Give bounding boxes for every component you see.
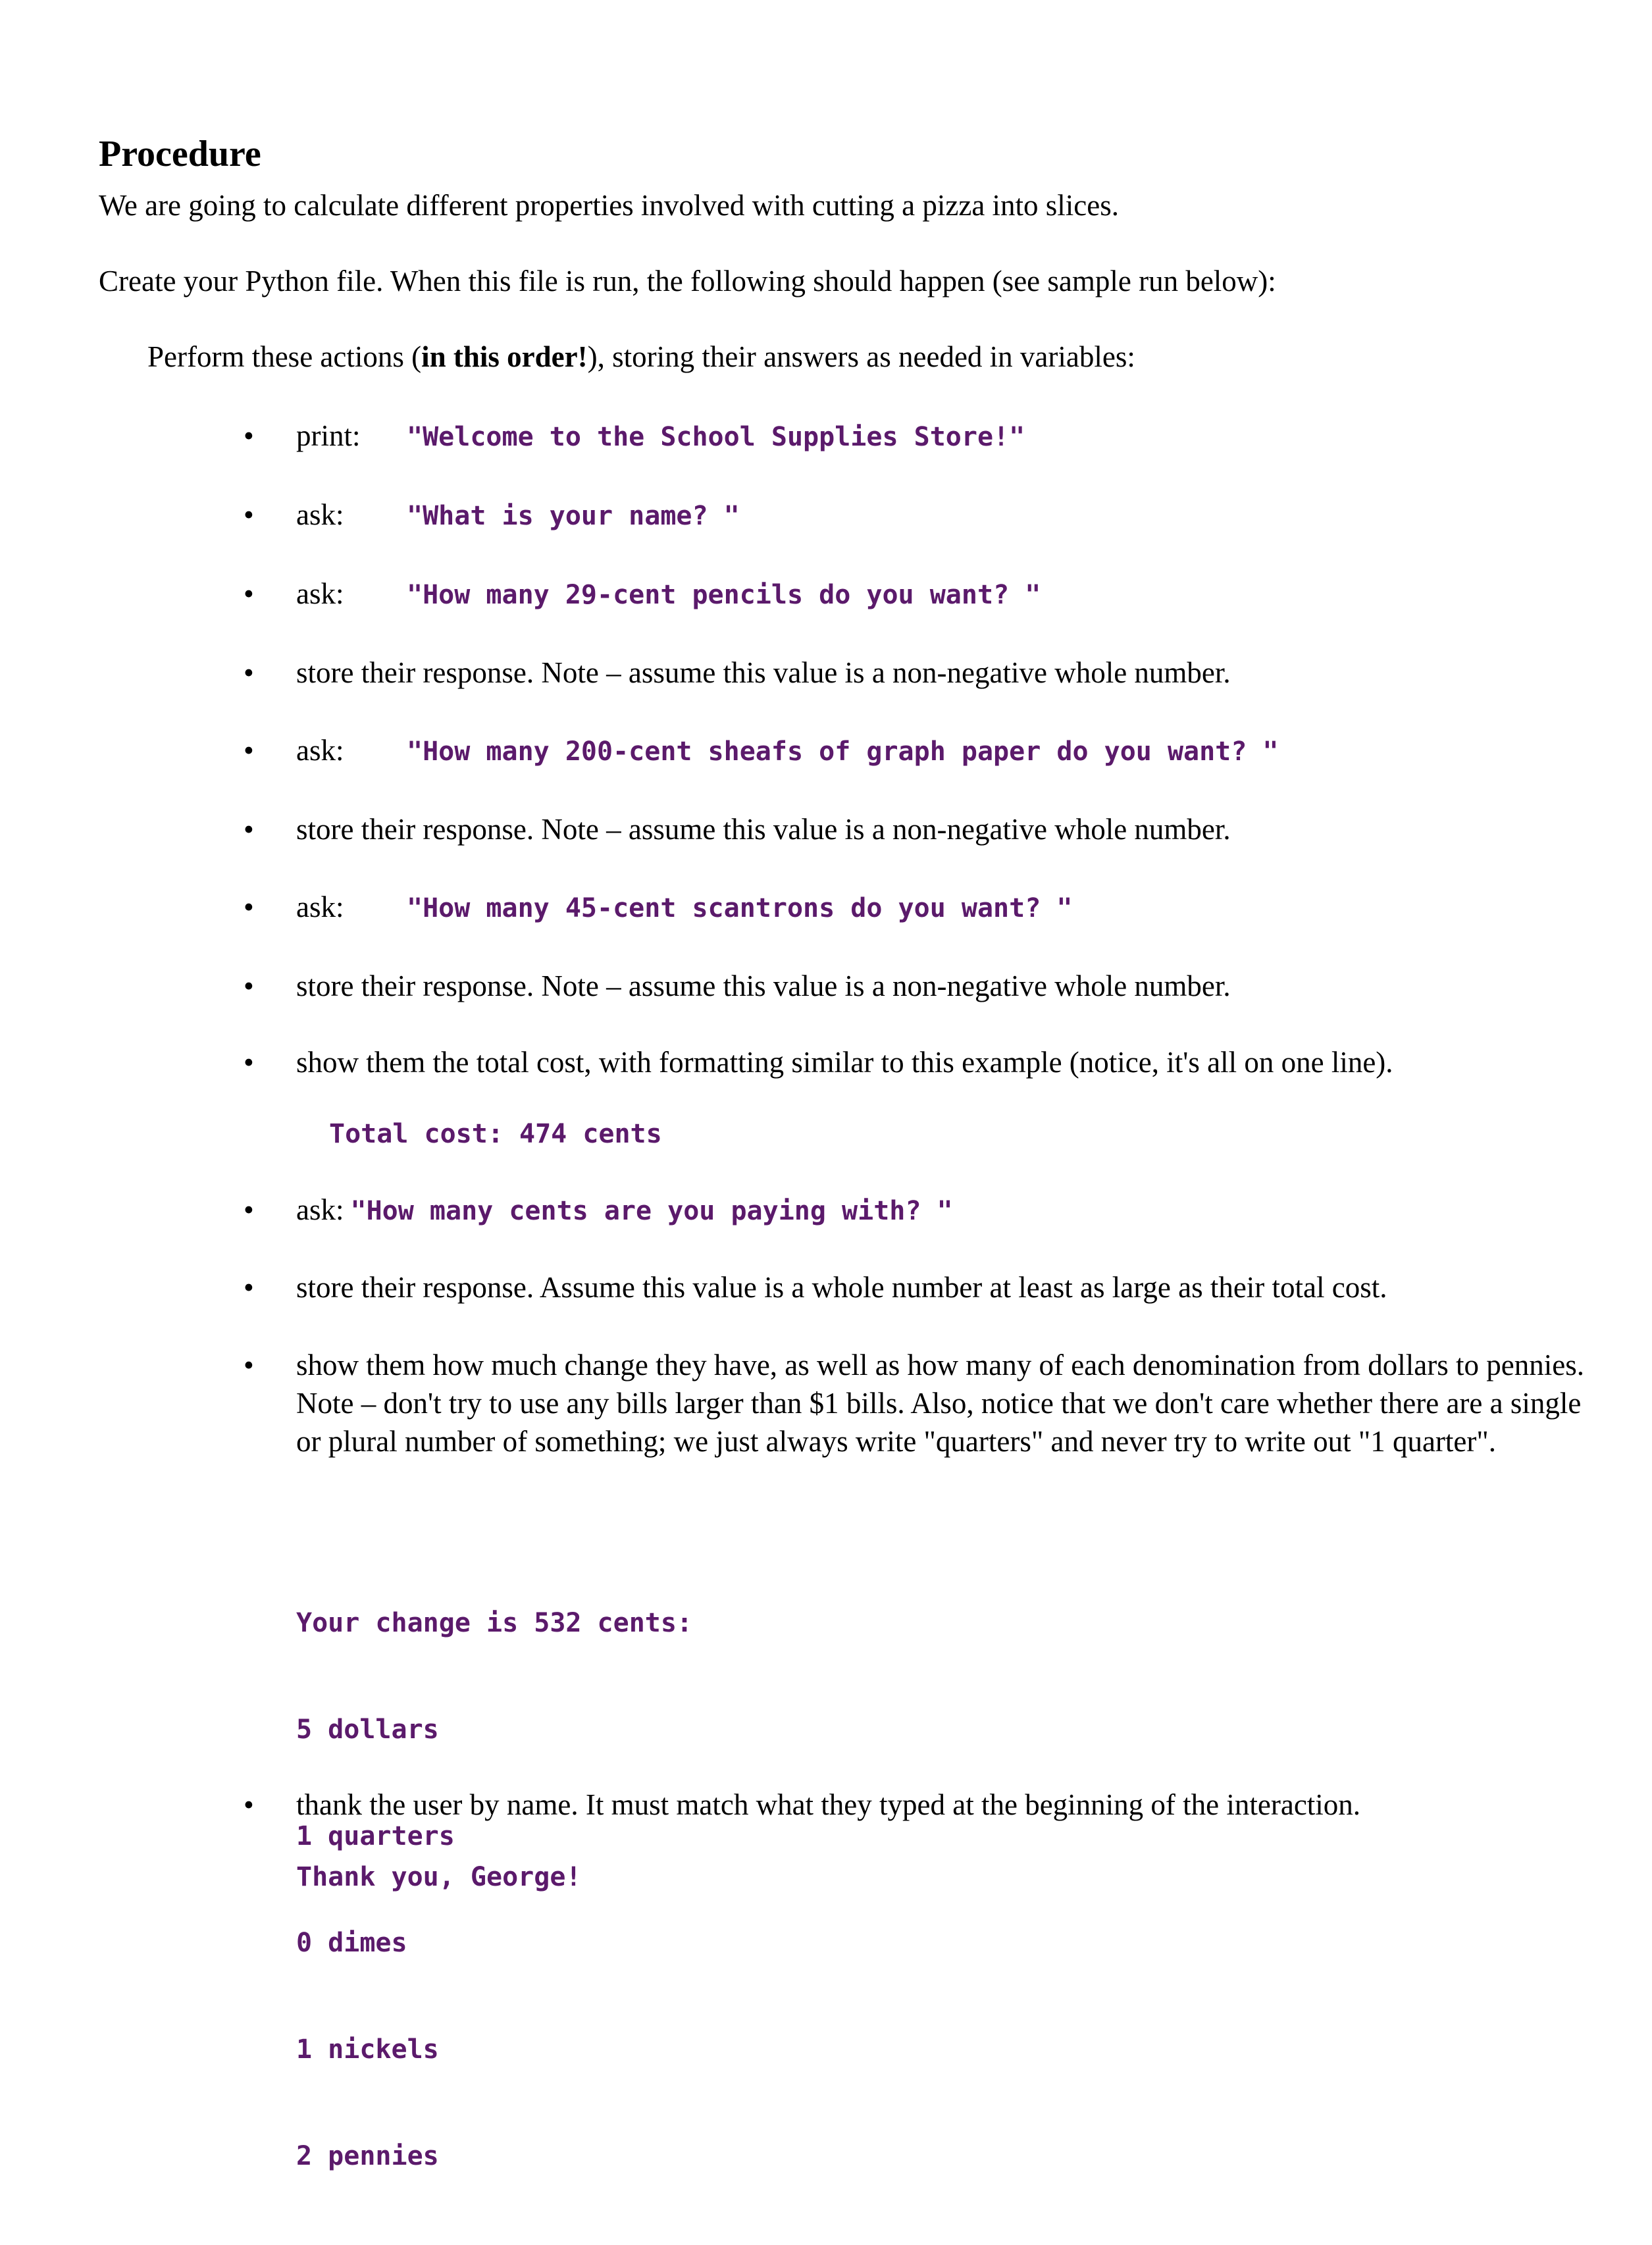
bullet-icon: •: [244, 1046, 254, 1079]
list-item: [296, 421, 1025, 451]
change-line: Your change is 532 cents:: [296, 1608, 693, 1638]
bullet-icon: •: [244, 1271, 254, 1304]
bullet-icon: •: [244, 1788, 254, 1821]
bullet-icon: •: [244, 656, 254, 689]
item-label: ask:: [296, 890, 344, 923]
bullet-icon: •: [244, 734, 254, 767]
item-label: ask:: [296, 577, 344, 610]
change-line: 1 quarters: [296, 1821, 455, 1851]
list-item: [296, 892, 1072, 922]
item-code: "How many 29-cent pencils do you want? ": [407, 580, 1041, 610]
create-file-paragraph: Create your Python file. When this file is run, the following should happen (see sample run below):: [99, 265, 1276, 297]
page-title: Procedure: [99, 134, 261, 174]
item-label: print:: [296, 419, 361, 452]
perform-paragraph: [147, 342, 1135, 372]
item-code: "How many 200-cent sheafs of graph paper do you want? ": [407, 736, 1279, 767]
item-label: ask:: [296, 1193, 344, 1226]
bullet-icon: •: [244, 813, 254, 846]
bullet-icon: •: [244, 1349, 254, 1381]
list-item: store their response. Note – assume this value is a non-negative whole number.: [296, 813, 1231, 846]
bullet-icon: •: [244, 498, 254, 531]
perform-text-bold: in this order!: [421, 340, 588, 373]
list-item: thank the user by name. It must match what they typed at the beginning of the interaction.: [296, 1788, 1361, 1821]
bullet-icon: •: [244, 890, 254, 923]
bullet-icon: •: [244, 969, 254, 1002]
change-line: 5 dollars: [296, 1715, 439, 1745]
bullet-icon: •: [244, 1193, 254, 1226]
item-code: "How many 45-cent scantrons do you want? ": [407, 893, 1073, 923]
list-item: [296, 500, 740, 530]
item-label: ask:: [296, 734, 344, 767]
list-item: [296, 736, 1279, 765]
list-item: show them the total cost, with formatting similar to this example (notice, it's all on one line).: [296, 1046, 1393, 1079]
list-item: store their response. Note – assume this value is a non-negative whole number.: [296, 656, 1231, 689]
bullet-icon: •: [244, 419, 254, 452]
intro-paragraph: We are going to calculate different properties involved with cutting a pizza into slices.: [99, 189, 1120, 222]
change-line: 2 pennies: [296, 2141, 439, 2171]
change-line: 0 dimes: [296, 1928, 407, 1958]
list-item: show them how much change they have, as well as how many of each denomination from dollars to pennies. Note – don't try to use any bills larger than $1 bills. Also, notice that we don't care whether there are a single or plural number of something; we just always write "quarters" and never try to write out "1 quarter".: [296, 1349, 1584, 1458]
item-code: "How many cents are you paying with? ": [350, 1196, 953, 1226]
item-code: "Welcome to the School Supplies Store!": [407, 422, 1025, 452]
list-item: [296, 579, 1041, 609]
total-cost-example: Total cost: 474 cents: [329, 1119, 662, 1149]
item-label: ask:: [296, 498, 344, 531]
bullet-icon: •: [244, 577, 254, 610]
list-item: store their response. Assume this value is a whole number at least as large as their total cost.: [296, 1271, 1387, 1304]
item-code: "What is your name? ": [407, 501, 740, 531]
list-item: store their response. Note – assume this value is a non-negative whole number.: [296, 969, 1231, 1002]
change-line: 1 nickels: [296, 2034, 439, 2065]
list-item: [296, 1195, 953, 1225]
perform-text-before: Perform these actions (: [147, 340, 422, 373]
perform-text-after: ), storing their answers as needed in variables:: [587, 340, 1135, 373]
thank-you-example: Thank you, George!: [296, 1862, 582, 1892]
